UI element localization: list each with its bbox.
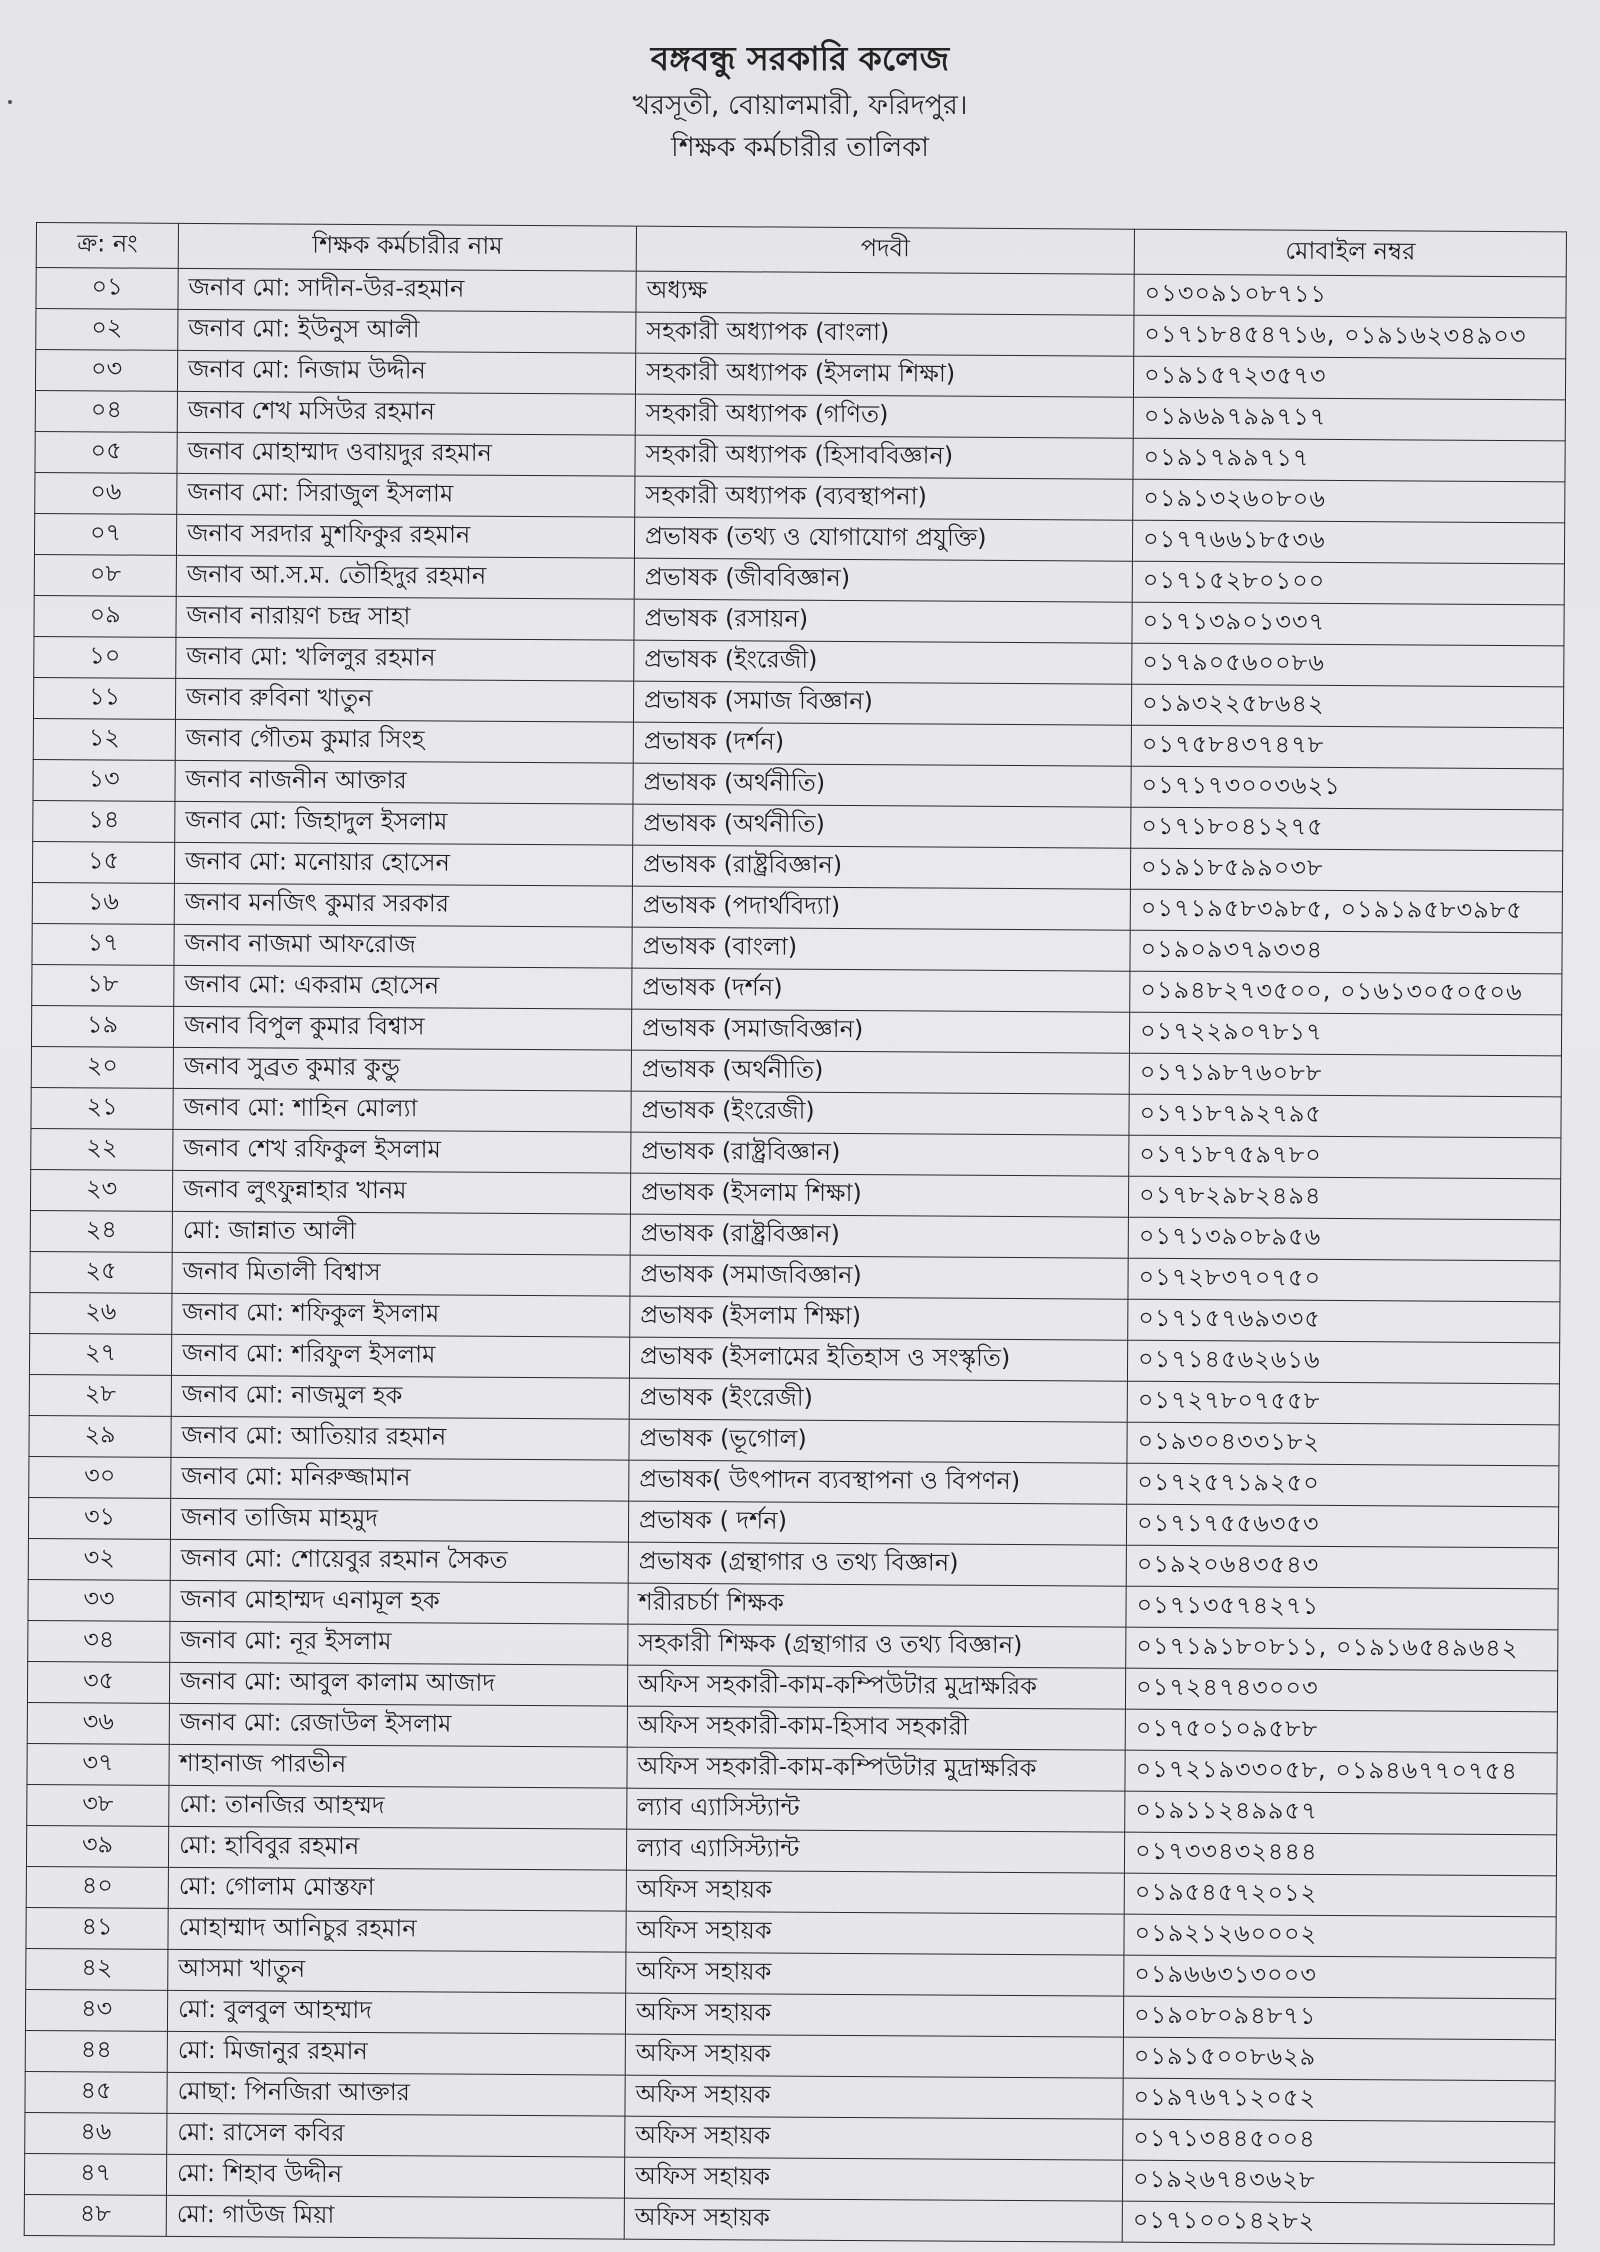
name-cell: জনাব রুবিনা খাতুন: [175, 678, 633, 722]
list-title: শিক্ষক কর্মচারীর তালিকা: [671, 132, 929, 163]
serial-cell: ০৮: [34, 554, 176, 596]
serial-cell: ৪৫: [25, 2071, 167, 2113]
serial-cell: ৩৮: [27, 1784, 169, 1826]
serial-cell: ১৩: [33, 759, 175, 801]
name-cell: মোছা: পিনজিরা আক্তার: [167, 2072, 625, 2116]
serial-cell: ১৭: [32, 923, 174, 965]
serial-cell: ৪৪: [25, 2030, 167, 2072]
designation-cell: প্রভাষক (ইসলামের ইতিহাস ও সংস্কৃতি): [629, 1337, 1127, 1381]
name-cell: জনাব মো: মনোয়ার হোসেন: [174, 842, 632, 886]
name-cell: জনাব মনজিৎ কুমার সরকার: [174, 883, 632, 927]
designation-cell: প্রভাষক (অর্থনীতি): [633, 763, 1131, 807]
name-cell: জনাব মো: নূর ইসলাম: [170, 1621, 628, 1665]
designation-cell: প্রভাষক (ইসলাম শিক্ষা): [630, 1296, 1128, 1340]
name-cell: জনাব মো: শাহিন মোল্যা: [173, 1088, 631, 1132]
name-cell: জনাব নাজমা আফরোজ: [174, 924, 632, 968]
name-cell: মো: গাউজ মিয়া: [166, 2195, 624, 2239]
mobile-cell: ০১৭১৭৩০০৩৬২১: [1131, 766, 1563, 810]
designation-cell: প্রভাষক (তথ্য ও যোগাযোগ প্রযুক্তি): [634, 517, 1132, 561]
name-cell: জনাব মো: শরিফুল ইসলাম: [171, 1334, 629, 1378]
mobile-cell: ০১৭১৪৫৬২৬১৬: [1127, 1340, 1559, 1384]
name-cell: মো: জান্নাত আলী: [172, 1211, 630, 1255]
designation-cell: সহকারী অধ্যাপক (ব্যবস্থাপনা): [635, 476, 1133, 520]
serial-cell: ৩৭: [27, 1743, 169, 1785]
designation-cell: অফিস সহায়ক: [625, 2116, 1123, 2160]
designation-cell: প্রভাষক (সমাজবিজ্ঞান): [630, 1255, 1128, 1299]
serial-cell: ২৮: [29, 1374, 171, 1416]
designation-cell: প্রভাষক (দর্শন): [632, 968, 1130, 1012]
name-cell: জনাব সুব্রত কুমার কুন্ডু: [173, 1047, 631, 1091]
mobile-cell: ০১৭১০০১৪২৮২: [1122, 2201, 1554, 2245]
designation-cell: প্রভাষক (ইসলাম শিক্ষা): [630, 1173, 1128, 1217]
designation-cell: প্রভাষক (সমাজবিজ্ঞান): [631, 1009, 1129, 1053]
mobile-cell: ০১৭৫০১০৯৫৮৮: [1125, 1709, 1557, 1753]
designation-cell: প্রভাষক (রাষ্ট্রবিজ্ঞান): [630, 1214, 1128, 1258]
designation-cell: প্রভাষক (ভূগোল): [629, 1419, 1127, 1463]
serial-cell: ২০: [31, 1046, 173, 1088]
mobile-cell: ০১৩০৯১০৮৭১১: [1134, 274, 1566, 318]
designation-cell: অফিস সহকারী-কাম-হিসাব সহকারী: [627, 1706, 1125, 1750]
college-name: বঙ্গবন্ধু সরকারি কলেজ: [650, 39, 950, 78]
designation-cell: শরীরচর্চা শিক্ষক: [628, 1583, 1126, 1627]
serial-cell: ২৯: [29, 1415, 171, 1457]
mobile-cell: ০১৭২৪৭৪৩০০৩: [1125, 1668, 1557, 1712]
serial-cell: ০২: [36, 309, 178, 351]
name-cell: জনাব আ.স.ম. তৌহিদুর রহমান: [176, 555, 634, 599]
mobile-cell: ০১৭১৮৭৯২৭৯৫: [1129, 1094, 1561, 1138]
mobile-cell: ০১৯১৩২৬০৮০৬: [1133, 479, 1565, 523]
name-cell: মো: তানজির আহম্মদ: [169, 1785, 627, 1829]
mobile-cell: ০১৭৯০৫৬০০৮৬: [1132, 643, 1564, 687]
name-cell: মো: মিজানুর রহমান: [167, 2031, 625, 2075]
mobile-cell: ০১৭২২৯০৭৮১৭: [1129, 1012, 1561, 1056]
mobile-cell: ০১৯১৫০০৮৬২৯: [1123, 2037, 1555, 2081]
table-body: [24, 268, 1566, 2245]
mobile-cell: ০১৯০৮০৯৪৮৭১: [1123, 1996, 1555, 2040]
serial-cell: ১২: [33, 718, 175, 760]
mobile-cell: ০১৭৭৬৬১৮৫৩৬: [1132, 520, 1564, 564]
name-cell: জনাব মো: শফিকুল ইসলাম: [172, 1293, 630, 1337]
designation-cell: অফিস সহায়ক: [625, 1993, 1123, 2037]
mobile-cell: ০১৯২০৬৪৩৫৪৩: [1126, 1545, 1558, 1589]
designation-cell: অফিস সহায়ক: [625, 2034, 1123, 2078]
serial-cell: ৪১: [26, 1907, 168, 1949]
name-cell: জনাব মো: সিরাজুল ইসলাম: [177, 473, 635, 517]
name-cell: শাহানাজ পারভীন: [169, 1744, 627, 1788]
mobile-cell: ০১৭১৯১৮০৮১১, ০১৯১৬৫৪৯৬৪২: [1126, 1627, 1558, 1671]
serial-cell: ৩১: [28, 1497, 170, 1539]
designation-cell: সহকারী শিক্ষক (গ্রন্থাগার ও তথ্য বিজ্ঞান): [628, 1624, 1126, 1668]
serial-cell: ০৬: [35, 472, 177, 514]
designation-cell: প্রভাষক (অর্থনীতি): [633, 804, 1131, 848]
serial-cell: ৩৫: [27, 1661, 169, 1703]
serial-cell: ২৭: [29, 1333, 171, 1375]
mobile-cell: ০১৭১৮৭৫৯৭৮০: [1129, 1135, 1561, 1179]
mobile-cell: ০১৭১৮০৪১২৭৫: [1131, 807, 1563, 851]
mobile-cell: ০১৯১৫৭২৩৫৭৩: [1133, 356, 1565, 400]
mobile-cell: ০১৯৩২২৫৮৬৪২: [1131, 684, 1563, 728]
serial-cell: ০৫: [35, 431, 177, 473]
serial-cell: ৩৯: [26, 1825, 168, 1867]
mobile-cell: ০১৭১৩৯০১৩৩৭: [1132, 602, 1564, 646]
designation-cell: প্রভাষক (পদার্থবিদ্যা): [632, 886, 1130, 930]
name-cell: জনাব নাজনীন আক্তার: [175, 760, 633, 804]
name-cell: জনাব মো: শোয়েবুর রহমান সৈকত: [170, 1539, 628, 1583]
mobile-cell: ০১৭১৩৪৪৫০০৪: [1123, 2119, 1555, 2163]
name-cell: মো: রাসেল কবির: [167, 2113, 625, 2157]
designation-cell: প্রভাষক (ইংরেজী): [631, 1091, 1129, 1135]
mobile-cell: ০১৯২১২৬০০০২: [1124, 1914, 1556, 1958]
mobile-cell: ০১৭১৩৯০৮৯৫৬: [1128, 1217, 1560, 1261]
serial-cell: ৩৬: [27, 1702, 169, 1744]
column-header-name: শিক্ষক কর্মচারীর নাম: [178, 223, 636, 271]
designation-cell: ল্যাব এ্যাসিস্ট্যান্ট: [627, 1788, 1125, 1832]
mobile-cell: ০১৭২৭৮০৭৫৫৮: [1127, 1381, 1559, 1425]
name-cell: জনাব বিপুল কুমার বিশ্বাস: [173, 1006, 631, 1050]
mobile-cell: ০১৭১৮৪৫৪৭১৬, ০১৯১৬২৩৪৯০৩: [1134, 315, 1566, 359]
serial-cell: ২৩: [30, 1169, 172, 1211]
designation-cell: অফিস সহায়ক: [626, 1870, 1124, 1914]
name-cell: জনাব মোহাম্মদ এনামূল হক: [170, 1580, 628, 1624]
mobile-cell: ০১৯৪৮২৭৩৫০০, ০১৬১৩০৫০৫০৬: [1130, 971, 1562, 1015]
column-header-designation: পদবী: [636, 226, 1134, 274]
name-cell: জনাব মো: একরাম হোসেন: [174, 965, 632, 1009]
serial-cell: ১৯: [31, 1005, 173, 1047]
serial-cell: ৩০: [29, 1456, 171, 1498]
serial-cell: ১৬: [32, 882, 174, 924]
mobile-cell: ০১৯৭৬৭১২০৫২: [1123, 2078, 1555, 2122]
mobile-cell: ০১৭১৫৭৬৯৩৩৫: [1128, 1299, 1560, 1343]
mobile-cell: ০১৯৬৬৩১৩০০৩: [1124, 1955, 1556, 1999]
designation-cell: প্রভাষক (রাষ্ট্রবিজ্ঞান): [632, 845, 1130, 889]
name-cell: মো: শিহাব উদ্দীন: [166, 2154, 624, 2198]
name-cell: জনাব মো: নিজাম উদ্দীন: [177, 350, 635, 394]
serial-cell: ৪২: [26, 1948, 168, 1990]
serial-cell: ০৩: [35, 350, 177, 392]
name-cell: মো: বুলবুল আহম্মাদ: [167, 1990, 625, 2034]
serial-cell: ০১: [36, 268, 178, 310]
name-cell: জনাব মো: আতিয়ার রহমান: [171, 1416, 629, 1460]
name-cell: জনাব শেখ মসিউর রহমান: [177, 391, 635, 435]
mobile-cell: ০১৯১১২৪৯৯৫৭: [1125, 1791, 1557, 1835]
designation-cell: সহকারী অধ্যাপক (বাংলা): [636, 312, 1134, 356]
designation-cell: অফিস সহায়ক: [624, 2157, 1122, 2201]
serial-cell: ৩৪: [28, 1620, 170, 1662]
designation-cell: প্রভাষক (সমাজ বিজ্ঞান): [633, 681, 1131, 725]
designation-cell: প্রভাষক (বাংলা): [632, 927, 1130, 971]
mobile-cell: ০১৭১৭৫৫৬৩৫৩: [1126, 1504, 1558, 1548]
mobile-cell: ০১৭২৮৩৭০৭৫০: [1128, 1258, 1560, 1302]
name-cell: জনাব মোহাম্মাদ ওবায়দুর রহমান: [177, 432, 635, 476]
name-cell: জনাব মো: মনিরুজ্জামান: [171, 1457, 629, 1501]
designation-cell: অফিস সহকারী-কাম-কম্পিউটার মুদ্রাক্ষরিক: [627, 1747, 1125, 1791]
name-cell: জনাব তাজিম মাহমুদ: [170, 1498, 628, 1542]
serial-cell: ৪০: [26, 1866, 168, 1908]
name-cell: মো: হাবিবুর রহমান: [168, 1826, 626, 1870]
serial-cell: ৪৮: [24, 2194, 166, 2236]
serial-cell: ৩২: [28, 1538, 170, 1580]
table-row: [24, 2194, 1554, 2244]
document-header: [0, 38, 1600, 165]
column-header-mobile: মোবাইল নম্বর: [1134, 229, 1566, 277]
college-address: খরসূতী, বোয়ালমারী, ফরিদপুর।: [632, 90, 968, 122]
mobile-cell: ০১৭১৩৫৭৪২৭১: [1126, 1586, 1558, 1630]
serial-cell: ৪৩: [25, 1989, 167, 2031]
designation-cell: প্রভাষক (গ্রন্থাগার ও তথ্য বিজ্ঞান): [628, 1542, 1126, 1586]
designation-cell: প্রভাষক (ইংরেজী): [629, 1378, 1127, 1422]
mobile-cell: ০১৭২৫৭১৯২৫০: [1127, 1463, 1559, 1507]
name-cell: জনাব মো: জিহাদুল ইসলাম: [175, 801, 633, 845]
designation-cell: সহকারী অধ্যাপক (হিসাববিজ্ঞান): [635, 435, 1133, 479]
serial-cell: ০৪: [35, 390, 177, 432]
designation-cell: প্রভাষক ( দর্শন): [628, 1501, 1126, 1545]
serial-cell: ০৯: [34, 595, 176, 637]
designation-cell: অফিস সহায়ক: [624, 2198, 1122, 2242]
name-cell: জনাব লুৎফুন্নাহার খানম: [172, 1170, 630, 1214]
serial-cell: ২২: [31, 1128, 173, 1170]
name-cell: জনাব সরদার মুশফিকুর রহমান: [176, 514, 634, 558]
designation-cell: অধ্যক্ষ: [636, 271, 1134, 315]
serial-cell: ১৫: [32, 841, 174, 883]
name-cell: জনাব মো: খলিলুর রহমান: [176, 637, 634, 681]
name-cell: জনাব মিতালী বিশ্বাস: [172, 1252, 630, 1296]
mobile-cell: ০১৭৮২৯৮২৪৯৪: [1128, 1176, 1560, 1220]
designation-cell: ল্যাব এ্যাসিস্ট্যান্ট: [626, 1829, 1124, 1873]
designation-cell: প্রভাষক (ইংরেজী): [634, 640, 1132, 684]
designation-cell: প্রভাষক (রাষ্ট্রবিজ্ঞান): [631, 1132, 1129, 1176]
mobile-cell: ০১৭৫৮৪৩৭৪৭৮: [1131, 725, 1563, 769]
serial-cell: ২১: [31, 1087, 173, 1129]
designation-cell: প্রভাষক (দর্শন): [633, 722, 1131, 766]
staff-table: [24, 222, 1567, 2245]
name-cell: আসমা খাতুন: [168, 1949, 626, 1993]
designation-cell: অফিস সহায়ক: [625, 2075, 1123, 2119]
name-cell: জনাব মো: রেজাউল ইসলাম: [169, 1703, 627, 1747]
serial-cell: ০৭: [34, 513, 176, 555]
serial-cell: ৩৩: [28, 1579, 170, 1621]
name-cell: জনাব মো: আবুল কালাম আজাদ: [169, 1662, 627, 1706]
designation-cell: প্রভাষক( উৎপাদন ব্যবস্থাপনা ও বিপণন): [629, 1460, 1127, 1504]
serial-cell: ২৪: [30, 1210, 172, 1252]
mobile-cell: ০১৭১৯৮৭৬০৮৮: [1129, 1053, 1561, 1097]
designation-cell: প্রভাষক (অর্থনীতি): [631, 1050, 1129, 1094]
serial-cell: ২৬: [30, 1292, 172, 1334]
designation-cell: সহকারী অধ্যাপক (ইসলাম শিক্ষা): [635, 353, 1133, 397]
designation-cell: অফিস সহকারী-কাম-কম্পিউটার মুদ্রাক্ষরিক: [627, 1665, 1125, 1709]
mobile-cell: ০১৭১৫২৮০১০০: [1132, 561, 1564, 605]
name-cell: জনাব মো: সাদীন-উর-রহমান: [178, 268, 636, 312]
name-cell: জনাব নারায়ণ চন্দ্র সাহা: [176, 596, 634, 640]
name-cell: মো: গোলাম মোস্তফা: [168, 1867, 626, 1911]
mobile-cell: ০১৯৬৯৭৯৯৭১৭: [1133, 397, 1565, 441]
mobile-cell: ০১৯১৭৯৯৭১৭: [1133, 438, 1565, 482]
serial-cell: ১৮: [32, 964, 174, 1006]
serial-cell: ৪৬: [25, 2112, 167, 2154]
designation-cell: অফিস সহায়ক: [626, 1911, 1124, 1955]
mobile-cell: ০১৯৫৪৫৭২০১২: [1124, 1873, 1556, 1917]
name-cell: জনাব শেখ রফিকুল ইসলাম: [173, 1129, 631, 1173]
name-cell: জনাব মো: ইউনুস আলী: [178, 309, 636, 353]
name-cell: জনাব মো: নাজমুল হক: [171, 1375, 629, 1419]
mobile-cell: ০১৯১৮৫৯৯০৩৮: [1130, 848, 1562, 892]
serial-cell: ১১: [33, 677, 175, 719]
designation-cell: সহকারী অধ্যাপক (গণিত): [635, 394, 1133, 438]
designation-cell: প্রভাষক (জীববিজ্ঞান): [634, 558, 1132, 602]
serial-cell: ৪৭: [24, 2153, 166, 2195]
mobile-cell: ০১৭৩৩৪৩২৪৪৪: [1124, 1832, 1556, 1876]
mobile-cell: ০১৯০৯৩৭৯৩৩৪: [1130, 930, 1562, 974]
serial-cell: ২৫: [30, 1251, 172, 1293]
serial-cell: ১০: [34, 636, 176, 678]
mobile-cell: ০১৯৩০৪৩৩১৮২: [1127, 1422, 1559, 1466]
name-cell: মোহাম্মাদ আনিচুর রহমান: [168, 1908, 626, 1952]
mobile-cell: ০১৭২১৯৩৩০৫৮, ০১৯৪৬৭৭০৭৫৪: [1125, 1750, 1557, 1794]
name-cell: জনাব গৌতম কুমার সিংহ: [175, 719, 633, 763]
serial-cell: ১৪: [33, 800, 175, 842]
column-header-serial: ক্র: নং: [36, 223, 178, 269]
designation-cell: প্রভাষক (রসায়ন): [634, 599, 1132, 643]
mobile-cell: ০১৯২৬৭৪৩৬২৮: [1122, 2160, 1554, 2204]
designation-cell: অফিস সহায়ক: [626, 1952, 1124, 1996]
mobile-cell: ০১৭১৯৫৮৩৯৮৫, ০১৯১৯৫৮৩৯৮৫: [1130, 889, 1562, 933]
